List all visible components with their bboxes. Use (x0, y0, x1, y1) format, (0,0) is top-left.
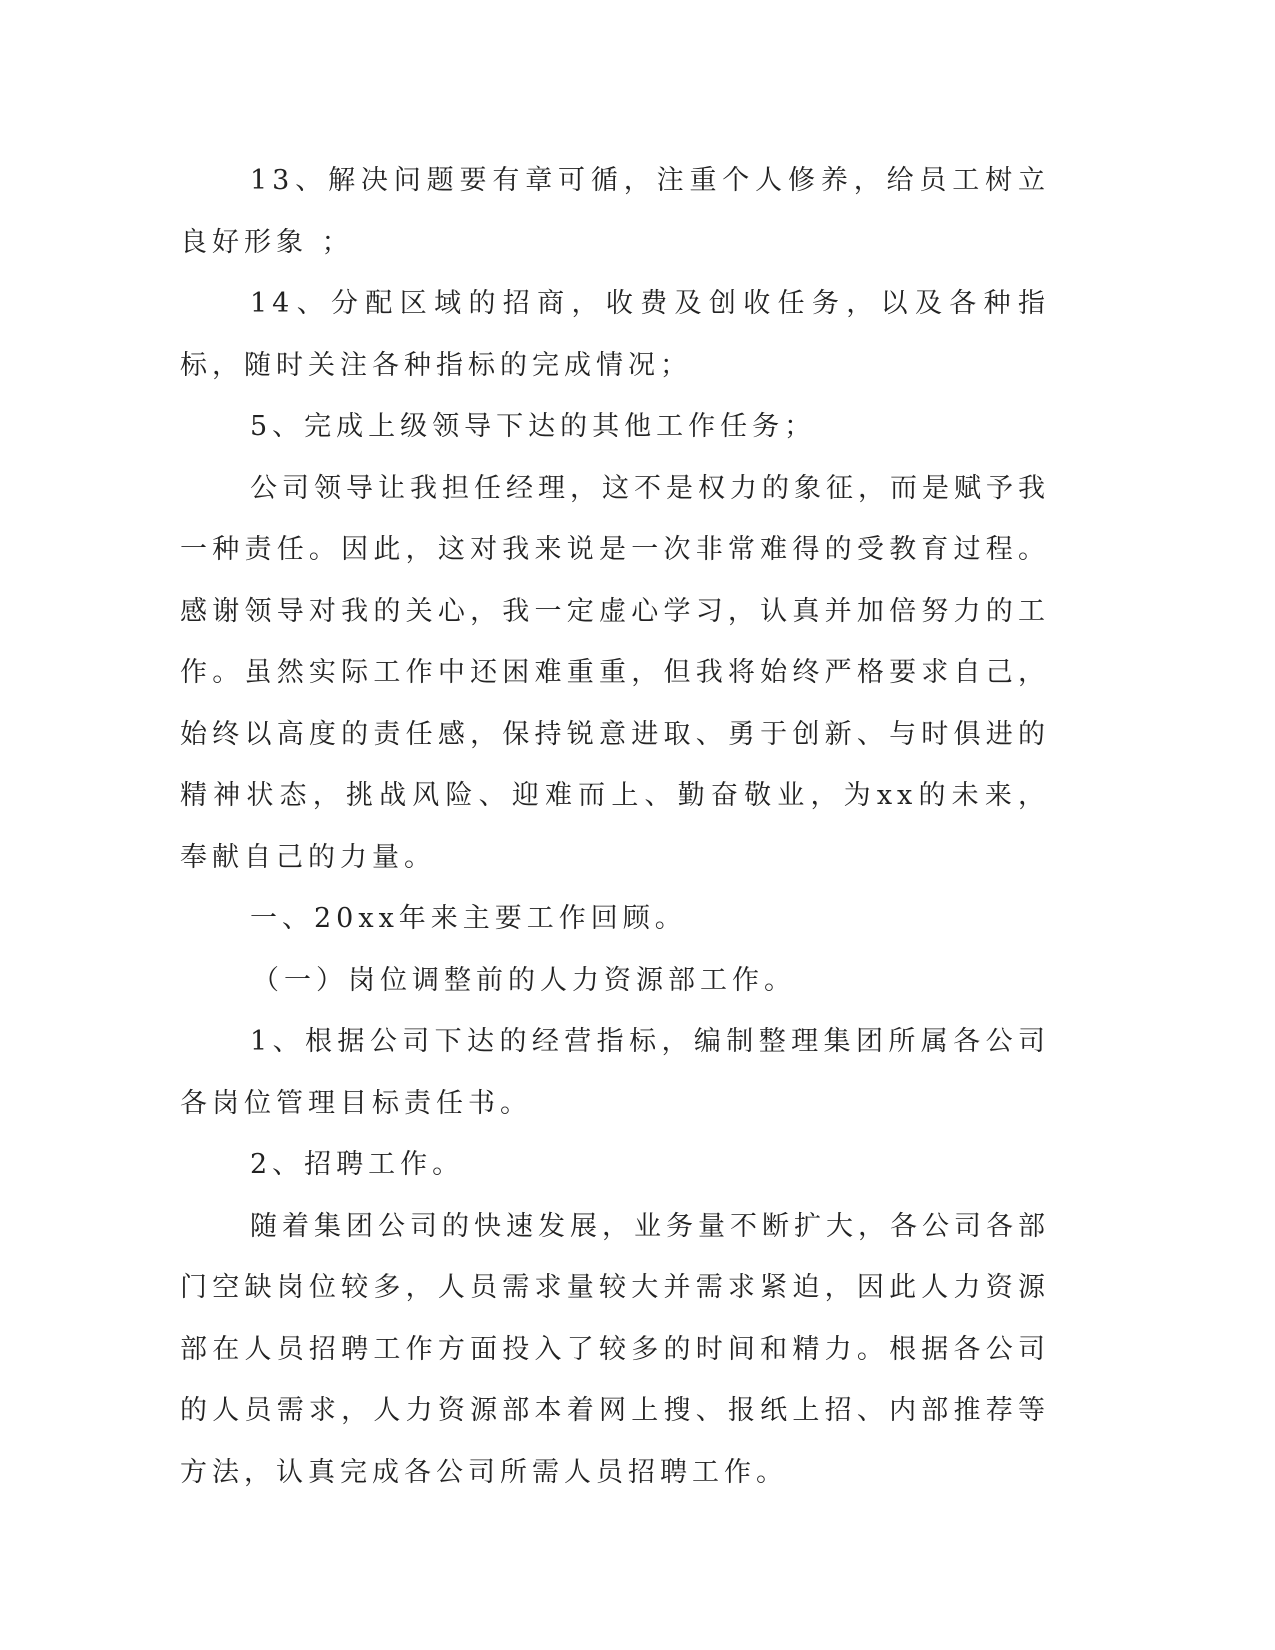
document-body (180, 150, 1050, 1503)
subsection-heading-hr: （一）岗位调整前的人力资源部工作。 (252, 964, 796, 996)
paragraph-item-13: 13、解决问题要有章可循，注重个人修养，给员工树立良好形象 ； (180, 165, 1050, 258)
paragraph-item-14: 14、分配区域的招商，收费及创收任务，以及各种指标，随时关注各种指标的完成情况； (180, 288, 1050, 381)
paragraph-item-2: 2、招聘工作。 (250, 1149, 465, 1180)
section-heading-review: 一、20xx年来主要工作回顾。 (250, 903, 687, 934)
paragraph-item-1: 1、根据公司下达的经营指标，编制整理集团所属各公司各岗位管理目标责任书。 (180, 1026, 1050, 1119)
paragraph-recruitment: 随着集团公司的快速发展，业务量不断扩大，各公司各部门空缺岗位较多，人员需求量较大并需求紧迫，因此人力资源部在人员招聘工作方面投入了较多的时间和精力。根据各公司的人员需求，人力资源部本着网上搜、报纸上招、内部推荐等方法，认真完成各公司所需人员招聘工作。 (180, 1210, 1050, 1488)
paragraph-leadership: 公司领导让我担任经理，这不是权力的象征，而是赋予我一种责任。因此，这对我来说是一次非常难得的受教育过程。感谢领导对我的关心，我一定虚心学习，认真并加倍努力的工作。虽然实际工作中还困难重重，但我将始终严格要求自己，始终以高度的责任感，保持锐意进取、勇于创新、与时俱进的精神状态，挑战风险、迎难而上、勤奋敬业，为xx的未来，奉献自己的力量。 (180, 472, 1050, 873)
paragraph-item-5: 5、完成上级领导下达的其他工作任务； (250, 411, 817, 442)
